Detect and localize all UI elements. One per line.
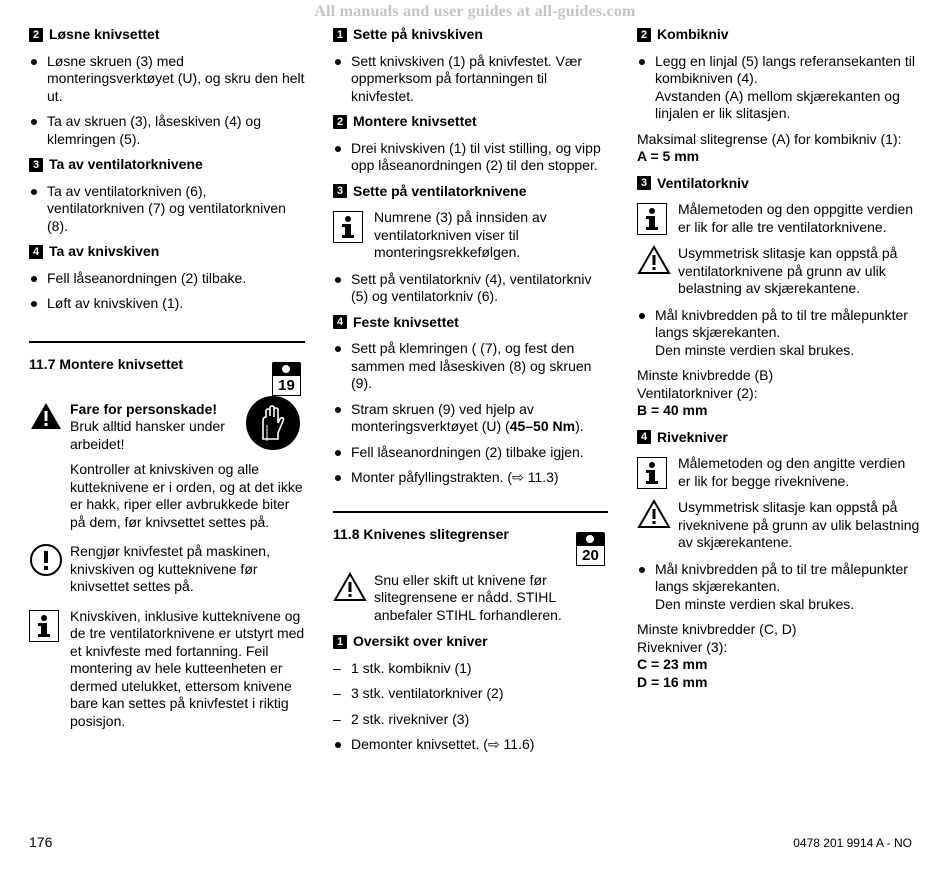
figure-number: 19 — [272, 376, 301, 396]
warning-triangle-icon — [333, 572, 367, 607]
figure-reference-icon — [576, 532, 605, 568]
list-item: Sett knivskiven (1) på knivfestet. Vær oppmerksom på fortanningen til knivfestet. — [333, 53, 608, 106]
list-item — [637, 307, 920, 360]
list-item: – 3 stk. ventilatorkniver (2) — [333, 685, 608, 703]
bullet-list — [333, 53, 608, 106]
list-item — [637, 561, 920, 614]
step-heading — [333, 314, 608, 332]
notice-note — [29, 543, 305, 596]
list-item: Demonter knivsettet. (⇨ 11.6) — [333, 736, 608, 754]
info-icon — [333, 209, 367, 243]
step-heading — [29, 243, 305, 261]
warning-triangle-icon — [29, 401, 63, 436]
step-title: Løsne knivsettet — [49, 26, 160, 42]
info-note — [637, 201, 920, 236]
step-title: Rivekniver — [657, 428, 728, 445]
gloves-icon — [245, 395, 301, 456]
warning-text: Bruk alltid hansker under arbeidet! — [70, 418, 225, 452]
step-heading — [637, 429, 920, 447]
step-title: Ventilatorkniv — [657, 174, 749, 191]
list-item: Sett på klemringen ( (7), og fest den sammen med låseskiven (8) og skruen (9). — [333, 340, 608, 393]
info-note — [637, 455, 920, 490]
list-item: Ta av skruen (3), låseskiven (4) og klemringen (5). — [29, 113, 305, 148]
step-title: Sette på knivskiven — [353, 26, 483, 42]
limit-value: C = 23 mm — [637, 656, 708, 672]
text-run: Den minste verdien skal brukes. — [655, 341, 855, 358]
bullet-list — [333, 140, 608, 175]
bullet-list — [637, 561, 920, 614]
warning-text: Snu eller skift ut knivene før slitegrensene er nådd. STIHL anbefaler STIHL forhandleren. — [374, 571, 562, 623]
bullet-list — [29, 270, 305, 313]
step-number: 2 — [333, 115, 347, 129]
step-heading — [637, 175, 920, 193]
step-heading — [29, 156, 305, 174]
warning-note — [333, 572, 608, 625]
figure-number: 20 — [576, 546, 605, 566]
paragraph: Ventilatorkniver (2): — [637, 384, 758, 401]
paragraph: Minste knivbredder (C, D) — [637, 621, 797, 637]
section-title: 11.8 Knivenes slitegrenser — [333, 525, 509, 542]
step-title: Ta av knivskiven — [49, 243, 160, 259]
step-heading — [637, 26, 920, 44]
info-text: Numrene (3) på innsiden av ventilatorkniven viser til monteringsrekkefølgen. — [374, 209, 547, 260]
column-right — [637, 26, 920, 691]
text-run: Stram skruen (9) ved hjelp av monteringsverktøyet (U) ( — [351, 400, 534, 434]
text-run: Legg en linjal (5) langs referansekanten til kombikniven (4). — [655, 52, 915, 86]
watermark: All manuals and user guides at all-guides.com — [314, 3, 636, 20]
list-item: Drei knivskiven (1) til vist stilling, og vipp opp låseanordningen (2) til den stopper. — [333, 140, 608, 175]
step-heading — [333, 183, 608, 201]
notice-text: Rengjør knivfestet på maskinen, knivskiven og kutteknivene før knivsettet settes på. — [70, 543, 270, 594]
info-note — [333, 209, 608, 262]
info-text: Målemetoden og den oppgitte verdien er lik for alle tre ventilatorknivene. — [678, 201, 914, 235]
step-title: Montere knivsettet — [353, 113, 477, 129]
bullet-list — [333, 271, 608, 306]
step-number: 4 — [637, 430, 651, 444]
exclamation-circle-icon — [29, 543, 63, 582]
step-heading — [333, 113, 608, 131]
list-item: Fell låseanordningen (2) tilbake igjen. — [333, 444, 608, 462]
dash-list — [333, 660, 608, 729]
limit-value: A = 5 mm — [637, 148, 700, 164]
paragraph: Rivekniver (3): — [637, 638, 728, 655]
step-heading — [333, 633, 608, 651]
text-run: Mål knivbredden på to til tre målepunkter langs skjærekanten. — [655, 560, 908, 594]
figure-reference-icon — [272, 362, 301, 398]
warning-title: Fare for personskade! — [70, 400, 218, 417]
section-title: 11.7 Montere knivsettet — [29, 355, 184, 372]
paragraph: Maksimal slitegrense (A) for kombikniv (1): — [637, 130, 902, 147]
info-icon — [637, 455, 671, 489]
text-run: Avstanden (A) mellom skjærekanten og linjalen er lik slitasjen. — [655, 87, 900, 121]
step-title: Feste knivsettet — [353, 313, 459, 330]
step-number: 4 — [333, 315, 347, 329]
bullet-list — [333, 340, 608, 487]
step-number: 1 — [333, 635, 347, 649]
bullet-list — [29, 53, 305, 149]
bullet-list — [29, 183, 305, 236]
list-item: Ta av ventilatorkniven (6), ventilatorkniven (7) og ventilatorkniven (8). — [29, 183, 305, 236]
step-heading — [333, 26, 608, 44]
info-icon — [29, 608, 63, 642]
info-icon — [637, 201, 671, 235]
text-run: ). — [575, 418, 584, 434]
step-title: Kombikniv — [657, 26, 729, 42]
list-item: Fell låseanordningen (2) tilbake. — [29, 270, 305, 288]
step-heading — [29, 26, 305, 44]
step-title: Oversikt over kniver — [353, 633, 488, 649]
text-run: Den minste verdien skal brukes. — [655, 595, 855, 612]
warning-note — [637, 245, 920, 298]
step-number: 1 — [333, 28, 347, 42]
warning-text: Usymmetrisk slitasje kan oppstå på riveknivene på grunn av ulik belastning av skjærekantene. — [678, 499, 920, 550]
step-number: 4 — [29, 245, 43, 259]
step-number: 2 — [29, 28, 43, 42]
list-item: Løsne skruen (3) med monteringsverktøyet (U), og skru den helt ut. — [29, 53, 305, 106]
list-item — [637, 53, 920, 123]
warning-text: Usymmetrisk slitasje kan oppstå på ventilatorknivene på grunn av ulik belastning av skjærekantene. — [678, 245, 898, 296]
limit-value: D = 16 mm — [637, 673, 708, 690]
step-title: Ta av ventilatorknivene — [49, 156, 203, 172]
step-number: 3 — [637, 176, 651, 190]
section-header — [333, 513, 608, 562]
paragraph: Kontroller at knivskiven og alle kutteknivene er i orden, og at det ikke er hakk, riper eller avbrukkede biter på dem, før knivsettet settes på. — [70, 461, 303, 530]
bullet-list — [333, 736, 608, 754]
page-number: 176 — [29, 834, 53, 850]
list-item: – 2 stk. rivekniver (3) — [333, 711, 608, 729]
step-number: 2 — [637, 28, 651, 42]
list-item: – 1 stk. kombikniv (1) — [333, 660, 608, 678]
text-run: Mål knivbredden på to til tre målepunkter langs skjærekanten. — [655, 306, 908, 340]
warning-triangle-icon — [637, 245, 671, 280]
limit-value: B = 40 mm — [637, 402, 708, 418]
step-title: Sette på ventilatorknivene — [353, 182, 527, 199]
list-item: Sett på ventilatorkniv (4), ventilatorkniv (5) og ventilatorkniv (6). — [333, 271, 608, 306]
list-item: Monter påfyllingstrakten. (⇨ 11.3) — [333, 469, 608, 487]
info-text: Knivskiven, inklusive kutteknivene og de tre ventilatorknivene er utstyrt med et knivfeste med fortanning. Feil montering av hele kutteenheten er dermed utelukket, ettersom knivene bare kan settes på knivfestet i riktig posisjon. — [70, 607, 305, 729]
list-item — [333, 401, 608, 436]
info-note — [29, 608, 305, 731]
info-text: Målemetoden og den angitte verdien er lik for begge riveknivene. — [678, 455, 906, 489]
warning-triangle-icon — [637, 499, 671, 534]
bullet-list — [637, 307, 920, 360]
column-left — [29, 26, 305, 739]
torque-value: 45–50 Nm — [509, 418, 576, 434]
list-item: Løft av knivskiven (1). — [29, 295, 305, 313]
column-middle — [333, 26, 608, 762]
step-number: 3 — [333, 184, 347, 198]
warning-note — [637, 499, 920, 552]
section-header — [29, 343, 305, 392]
bullet-list — [637, 53, 920, 123]
paragraph: Minste knivbredde (B) — [637, 367, 774, 383]
step-number: 3 — [29, 158, 43, 172]
document-code: 0478 201 9914 A - NO — [793, 836, 912, 850]
